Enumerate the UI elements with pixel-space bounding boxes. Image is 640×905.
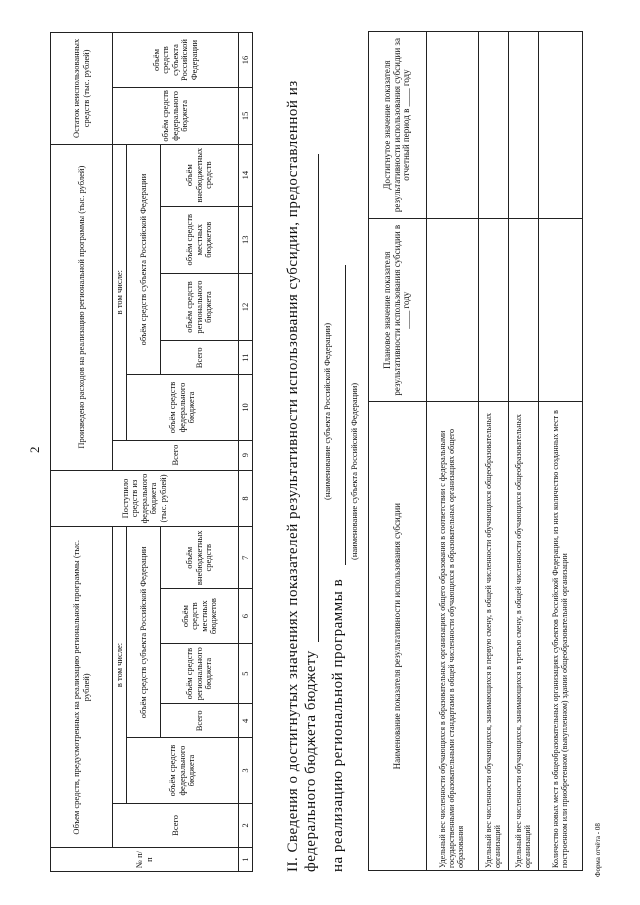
subject-caption-1: (наименование субъекта Российской Федерации)	[322, 322, 332, 500]
page-number: 2	[27, 446, 42, 453]
section-title-line1: II. Сведения о достигнутых значениях показателей результативности использования субсидии, предоставленной из	[285, 80, 301, 872]
achieved-value-cell	[539, 32, 583, 219]
col-num: 4	[239, 704, 253, 738]
plan-extra-header: объём внебюджетных средств	[161, 527, 239, 589]
col-num: 12	[239, 273, 253, 340]
col-num: 7	[239, 527, 253, 589]
rest-subj-header: объём средств субъекта Российской Федерации	[113, 33, 239, 88]
plan-incl-header: в том числе:	[113, 527, 127, 803]
subject-name-line-2	[345, 265, 346, 565]
spent-subj-header: объём средств субъекта Российской Федерации	[127, 144, 161, 375]
spent-total-header: Всего	[113, 440, 239, 470]
spent-local-header: объём средств местных бюджетов	[161, 206, 239, 273]
section-title-line3: на реализацию региональной программы в	[330, 578, 346, 872]
spent-incl-header: в том числе:	[113, 144, 127, 440]
spent-extra-header: объём внебюджетных средств	[161, 144, 239, 206]
table-row	[509, 32, 539, 871]
plan-fed-header: объём средств федерального бюджета	[127, 738, 239, 803]
achieved-value-cell	[479, 32, 509, 219]
achieved-value-cell	[427, 32, 479, 219]
spent-subj-total-header: Всего	[161, 341, 239, 375]
planned-value-cell	[427, 219, 479, 402]
spent-funds-header: Произведено расходов на реализацию региональной программы (тыс. рублей)	[51, 144, 113, 470]
planned-value-cell	[539, 219, 583, 402]
indicator-name: Удельный вес численности обучающихся в образовательных организациях общего образования в соответствии с федеральными государственными образовательными стандартами в общей численности обучающихся в образовательных организациях общего образования	[427, 402, 479, 871]
col-num: 8	[239, 470, 253, 527]
col-num: 15	[239, 87, 253, 144]
col-num: 3	[239, 738, 253, 803]
table-row	[539, 32, 583, 871]
plan-subj-total-header: Всего	[161, 704, 239, 738]
indicator-name: Удельный вес численности обучающихся, занимающихся в третью смену, в общей численности обучающихся общеобразовательных организаций	[509, 402, 539, 871]
col-num: 2	[239, 803, 253, 848]
plan-reg-header: объём средств регионального бюджета	[161, 644, 239, 704]
spent-fed-header: объём средств федерального бюджета	[127, 375, 239, 440]
col-num: 13	[239, 206, 253, 273]
unused-funds-header: Остаток неиспользованных средств (тыс. рублей)	[51, 33, 113, 145]
achieved-value-header: Достигнутое значение показателя результативности использования субсидии за отчетный период в ____ году	[369, 32, 427, 219]
indicator-name: Количество новых мест в общеобразовательных организациях субъектов Российской Федерации, из них количество созданных мест в построенном или приобретенном (выкупленном) здании общеобразовательной организации	[539, 402, 583, 871]
col-num: 5	[239, 644, 253, 704]
funds-table	[50, 32, 253, 872]
indicator-name-header: Наименование показателя результативности использования субсидии	[369, 402, 427, 871]
col-num: 6	[239, 589, 253, 644]
subject-name-line	[318, 154, 319, 642]
planned-value-cell	[479, 219, 509, 402]
section-title-line2: федерального бюджета бюджету	[303, 650, 319, 872]
planned-value-header: Плановое значение показателя результативности использования субсидии в ____ году	[369, 219, 427, 402]
achieved-value-cell	[509, 32, 539, 219]
planned-value-cell	[509, 219, 539, 402]
col-num: 10	[239, 375, 253, 440]
column-numbers-row	[239, 33, 253, 872]
indicator-name: Удельный вес численности обучающихся, занимающихся в первую смену, в общей численности обучающихся общеобразовательных организаций	[479, 402, 509, 871]
rest-fed-header: объём средств федерального бюджета	[113, 87, 239, 144]
spent-reg-header: объём средств регионального бюджета	[161, 273, 239, 340]
col-num: 11	[239, 341, 253, 375]
plan-total-header: Всего	[113, 803, 239, 848]
col-num: 9	[239, 440, 253, 470]
form-footer: Форма отчёта - 08	[594, 823, 602, 877]
subject-caption-2: (наименование субъекта Российской Федерации)	[349, 382, 359, 560]
col-num: 14	[239, 144, 253, 206]
indicators-table	[368, 31, 583, 871]
plan-subj-header: объём средств субъекта Российской Федерации	[127, 527, 161, 738]
col-num: 1	[239, 848, 253, 872]
col-number-header: № п/п	[51, 848, 239, 872]
table-row	[479, 32, 509, 871]
col-num: 16	[239, 33, 253, 88]
received-funds-header: Поступило средств из федерального бюджета (тыс. рублей)	[51, 470, 239, 527]
table-row	[427, 32, 479, 871]
planned-funds-header: Объем средств, предусмотренных на реализацию региональной программы (тыс. рублей)	[51, 527, 113, 848]
plan-local-header: объём средств местных бюджетов	[161, 589, 239, 644]
